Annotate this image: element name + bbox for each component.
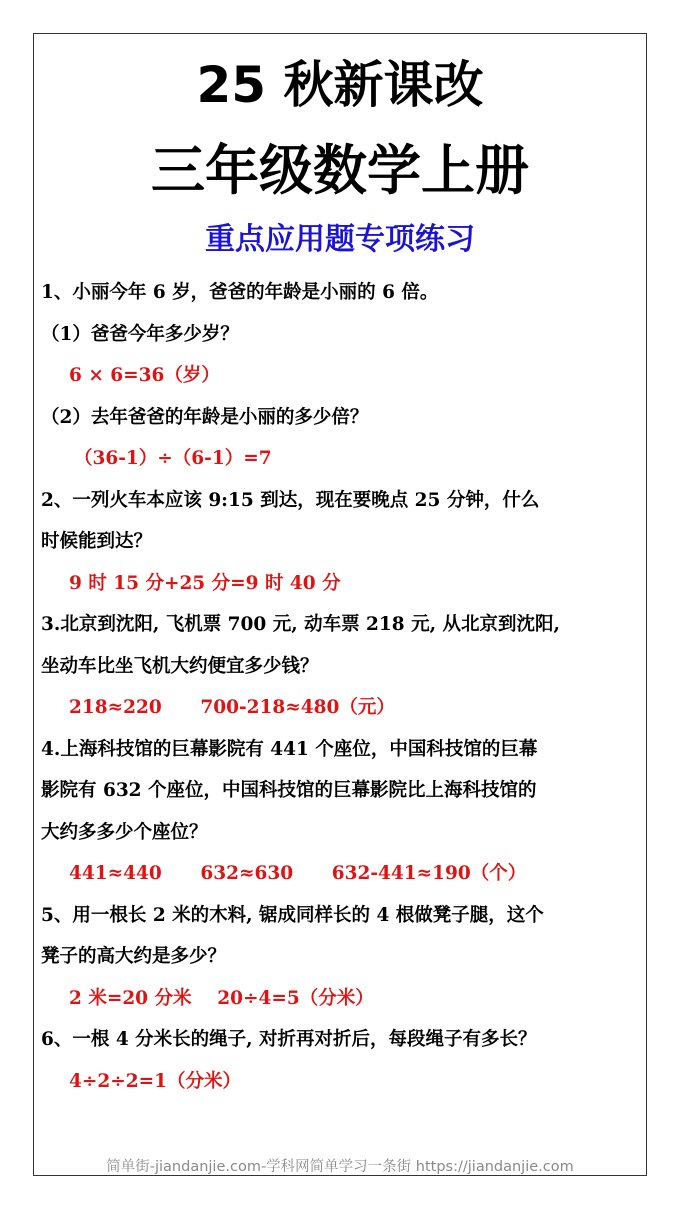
question-line: 6、一根 4 分米长的绳子, 对折再对折后，每段绳子有多长？	[41, 1029, 537, 1050]
question-line: 坐动车比坐飞机大约便宜多少钱？	[41, 655, 319, 677]
problem-list	[41, 272, 641, 1102]
question-line: 影院有 632 个座位，中国科技馆的巨幕影院比上海科技馆的	[41, 780, 537, 801]
title-line-1: 25 秋新课改	[196, 56, 484, 114]
answer-line: 441≈440 632≈630 632-441≈190（个）	[69, 863, 527, 884]
question-line: 1、小丽今年 6 岁，爸爸的年龄是小丽的 6 倍。	[41, 282, 439, 303]
answer-line: （36-1）÷（6-1）=7	[74, 448, 272, 469]
question-line: 5、用一根长 2 米的木料, 锯成同样长的 4 根做凳子腿，这个	[41, 904, 544, 926]
question-line: 凳子的高大约是多少？	[41, 946, 227, 967]
question-line: 时候能到达？	[41, 531, 153, 552]
answer-line: 218≈220 700-218≈480（元）	[69, 697, 395, 718]
answer-line: 9 时 15 分+25 分=9 时 40 分	[69, 572, 341, 594]
question-line: 2、一列火车本应该 9:15 到达，现在要晚点 25 分钟，什么	[41, 489, 540, 511]
question-line: 4.上海科技馆的巨幕影院有 441 个座位，中国科技馆的巨幕	[41, 738, 538, 760]
answer-line: 6 × 6=36（岁）	[69, 365, 220, 386]
footer-watermark: 简单街-jiandanjie.com-学科网简单学习一条街 https://jiandanjie.com	[106, 1159, 574, 1175]
question-line: （2）去年爸爸的年龄是小丽的多少倍？	[41, 406, 369, 428]
title-line-2: 三年级数学上册	[151, 139, 529, 202]
question-line: 大约多多少个座位？	[41, 821, 208, 843]
answer-line: 4÷2÷2=1（分米）	[69, 1070, 241, 1092]
question-line: 3.北京到沈阳, 飞机票 700 元, 动车票 218 元, 从北京到沈阳,	[41, 614, 560, 635]
answer-line: 2 米=20 分米 20÷4=5（分米）	[69, 987, 374, 1009]
subtitle: 重点应用题专项练习	[205, 222, 475, 257]
question-line: （1）爸爸今年多少岁？	[41, 323, 239, 345]
